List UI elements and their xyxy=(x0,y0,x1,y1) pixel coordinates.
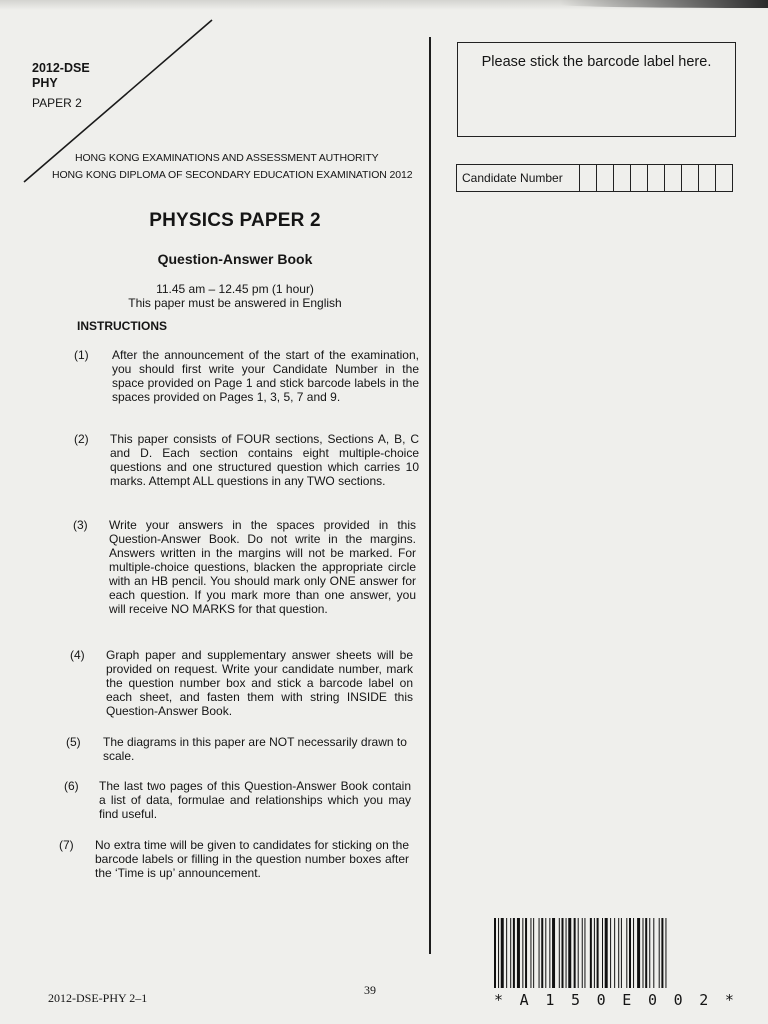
instruction-text: No extra time will be given to candidates for sticking on the barcode labels or filling in the question number boxes after the ‘Time is up’ announcement. xyxy=(95,838,409,880)
exam-name: HONG KONG DIPLOMA OF SECONDARY EDUCATION EXAMINATION 2012 xyxy=(52,169,413,181)
barcode-image xyxy=(494,918,732,988)
barcode-char: 1 xyxy=(545,991,555,1009)
candidate-digit-box[interactable] xyxy=(716,165,732,191)
barcode-label-instruction: Please stick the barcode label here. xyxy=(481,54,712,70)
instruction-number: (6) xyxy=(64,779,79,793)
paper-label: PAPER 2 xyxy=(32,96,82,110)
instruction-text: The last two pages of this Question-Answer Book contain a list of data, formulae and relationships which you may find useful. xyxy=(99,779,411,821)
page-title: PHYSICS PAPER 2 xyxy=(149,210,321,231)
barcode-char: 0 xyxy=(647,991,657,1009)
barcode-char: * xyxy=(494,991,504,1009)
candidate-digit-box[interactable] xyxy=(614,165,631,191)
instruction-text: This paper consists of FOUR sections, Sections A, B, C and D. Each section contains eight multiple-choice questions and one structured question which carries 10 marks. Attempt ALL questions in any TWO sections. xyxy=(110,432,419,488)
barcode-char: 0 xyxy=(596,991,606,1009)
page-number: 39 xyxy=(364,983,376,997)
candidate-digit-box[interactable] xyxy=(580,165,597,191)
candidate-digit-box[interactable] xyxy=(682,165,699,191)
instruction-text: Write your answers in the spaces provided in this Question-Answer Book. Do not write in the margins. Answers written in the margins will not be marked. For multiple-choice questions, blacken the appropriate circle with an HB pencil. You should mark only ONE answer for each question. If you mark more than one answer, you will receive NO MARKS for that question. xyxy=(109,518,416,616)
instruction-text: The diagrams in this paper are NOT necessarily drawn to scale. xyxy=(103,735,407,763)
authority-name: HONG KONG EXAMINATIONS AND ASSESSMENT AUTHORITY xyxy=(75,152,379,164)
exam-time: 11.45 am – 12.45 pm (1 hour) xyxy=(156,282,314,296)
footer-code: 2012-DSE-PHY 2–1 xyxy=(48,991,148,1005)
instruction-text: After the announcement of the start of the examination, you should first write your Candidate Number in the space provided on Page 1 and stick barcode labels in the spaces provided on Pages 1, 3, 5, 7 and 9. xyxy=(112,348,419,404)
barcode-char: * xyxy=(724,991,734,1009)
instructions-heading: INSTRUCTIONS xyxy=(77,319,167,333)
instruction-number: (7) xyxy=(59,838,74,852)
candidate-digit-box[interactable] xyxy=(648,165,665,191)
subject-abbrev: PHY xyxy=(32,76,58,90)
candidate-digit-box[interactable] xyxy=(699,165,716,191)
column-divider xyxy=(429,37,431,954)
barcode-char: 5 xyxy=(570,991,580,1009)
candidate-number-label: Candidate Number xyxy=(457,165,580,191)
subject-code: 2012-DSE xyxy=(32,61,90,75)
instruction-text: Graph paper and supplementary answer sheets will be provided on request. Write your candidate number, mark the question number box and stick a barcode label on each sheet, and fasten them with string INSIDE this Question-Answer Book. xyxy=(106,648,413,718)
candidate-digit-box[interactable] xyxy=(597,165,614,191)
language-note: This paper must be answered in English xyxy=(128,296,342,310)
barcode-char: E xyxy=(622,991,632,1009)
candidate-digit-box[interactable] xyxy=(665,165,682,191)
page-subtitle: Question-Answer Book xyxy=(157,251,313,267)
instruction-number: (2) xyxy=(74,432,89,446)
candidate-digit-box[interactable] xyxy=(631,165,648,191)
barcode-char: 0 xyxy=(673,991,683,1009)
barcode-label-area xyxy=(457,42,736,137)
instruction-number: (3) xyxy=(73,518,88,532)
instruction-number: (5) xyxy=(66,735,81,749)
barcode-char: 2 xyxy=(699,991,709,1009)
candidate-number-field[interactable] xyxy=(456,164,733,192)
instruction-number: (1) xyxy=(74,348,89,362)
barcode-char: A xyxy=(519,991,529,1009)
instruction-number: (4) xyxy=(70,648,85,662)
barcode-text xyxy=(494,991,734,1009)
